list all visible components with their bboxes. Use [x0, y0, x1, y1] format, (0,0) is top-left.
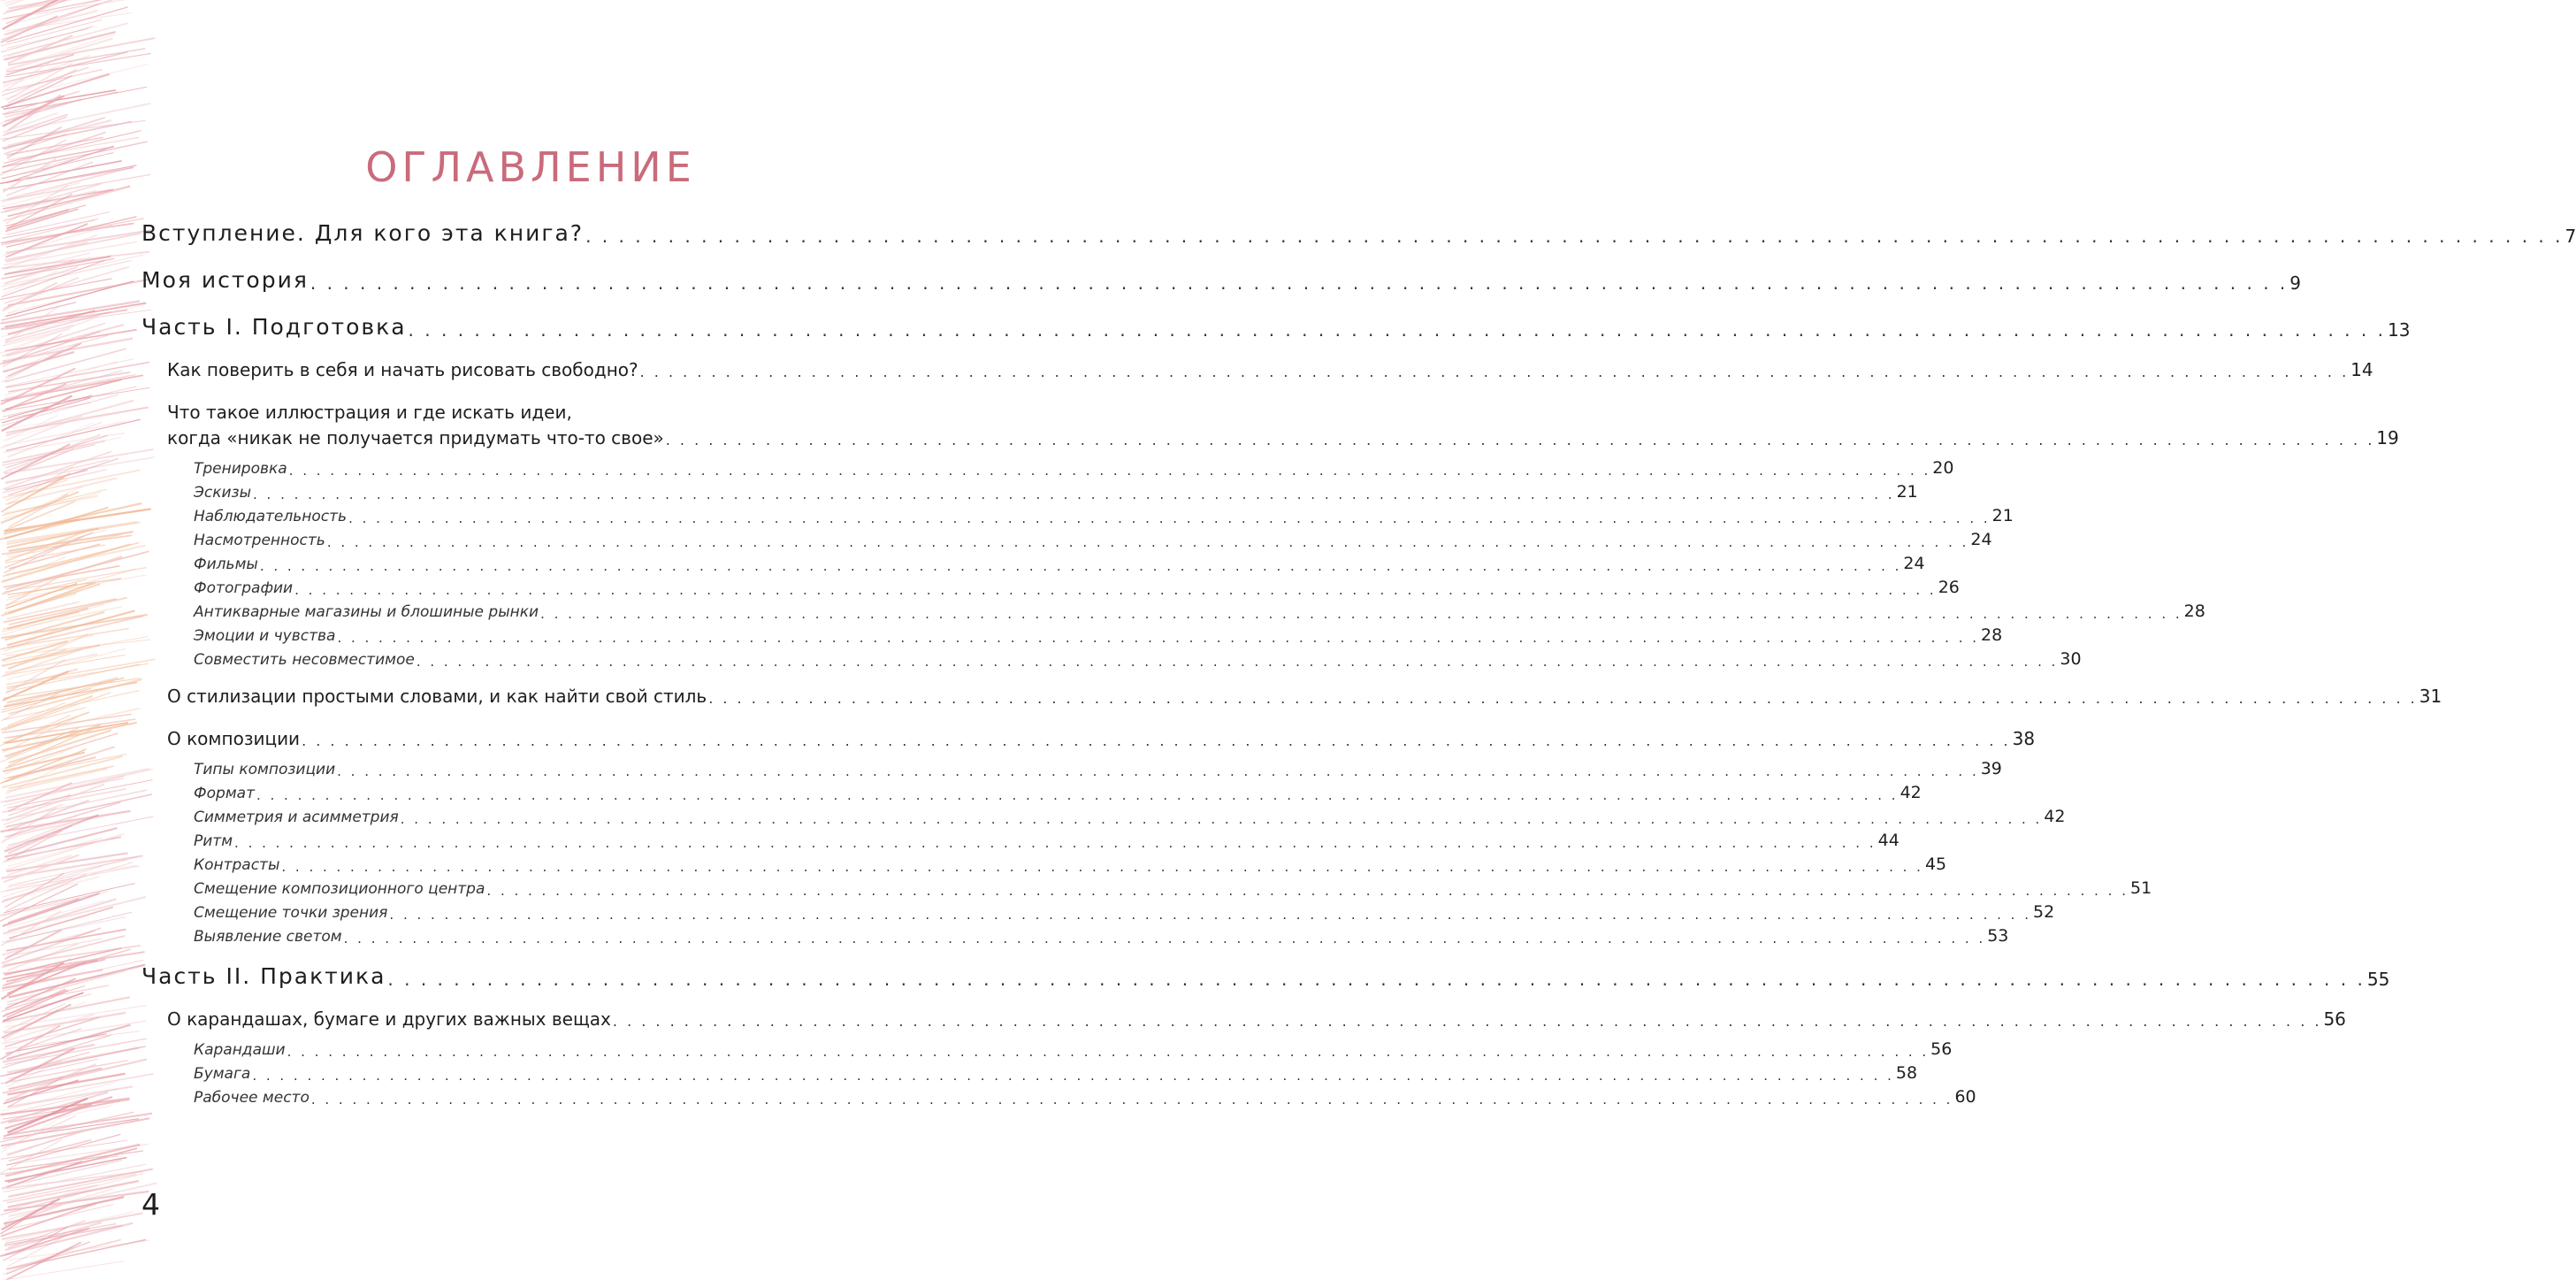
leader-dots: . . . . . . . . . . . . . . . . . . . . . . . . . . . . . . . . . . . . . . . . . . . . . . . . . . . . . . . . . . . . . . . . . . . . . . . . . . . . . . . . . . . . . . . . . . . . . . . . . . . . . . . . . . . . . . . . . . . . . . . .: [337, 763, 1979, 779]
toc-entry-label: Контрасты: [194, 856, 280, 875]
toc-entry-label: Вступление. Для кого эта книга?: [141, 220, 585, 246]
leader-dots: . . . . . . . . . . . . . . . . . . . . . . . . . . . . . . . . . . . . . . . . . . . . . . . . . . . . . . . . . . . . . . . . . . . . . . . . . . . . . . . . . . . . . . . . . . . . . . . . . . . . . . . . . . . . . . . . . . . . . . . .: [287, 1043, 1930, 1060]
leader-dots: . . . . . . . . . . . . . . . . . . . . . . . . . . . . . . . . . . . . . . . . . . . . . . . . . . . . . . . . . . . . . . . . . . . . . . . . . . . . . . . . . . . . . . . . . . . . . . . . . . . . . . . . . . . . . . . . . . . . . . . .: [348, 510, 1991, 526]
toc-entry-label: Выявление светом: [194, 928, 342, 947]
toc-entry-label: когда «никак не получается придумать что-то свое»: [167, 427, 664, 448]
pencil-stroke: [6, 362, 150, 387]
pencil-stroke: [4, 53, 151, 77]
toc-section[interactable]: [194, 554, 1925, 574]
pencil-stroke: [7, 628, 129, 648]
leader-dots: . . . . . . . . . . . . . . . . . . . . . . . . . . . . . . . . . . . . . . . . . . . . . . . . . . . . . . . . . . . . . . . . . . . . . . . . . . . . . . . . . . . . . . . . . . . . . . . . . . . . . . . . . . . . . . . . . . . . . . . .: [256, 786, 1899, 803]
toc-entry-label: Антикварные магазины и блошиные рынки: [194, 603, 539, 622]
toc-entry-label: Тренировка: [194, 460, 287, 479]
toc-section[interactable]: [194, 625, 2003, 646]
toc-section[interactable]: [194, 602, 2205, 622]
toc-entry-page: 45: [1924, 855, 1947, 874]
leader-dots: . . . . . . . . . . . . . . . . . . . . . . . . . . . . . . . . . . . . . . . . . . . . . . . . . . . . . . . . . . . . . . . . . . . . . . . . . . . . . . . . . . . . . . . . . . . . . . . . . . . . . . . . . . . . . . . . . . . . . . . .: [665, 431, 2375, 448]
leader-dots: . . . . . . . . . . . . . . . . . . . . . . . . . . . . . . . . . . . . . . . . . . . . . . . . . . . . . . . . . . . . . . . . . . . . . . . . . . . . . . . . . . . . . . . . . . . . . . . . . . . . . . . . . . . . . . . . . . . . . . . .: [486, 882, 2129, 899]
toc-section[interactable]: [194, 831, 1900, 851]
toc-section[interactable]: [194, 458, 1954, 479]
leader-dots: . . . . . . . . . . . . . . . . . . . . . . . . . . . . . . . . . . . . . . . . . . . . . . . . . . . . . . . . . . . . . . . . . . . . . . . . . . . . . . . . . . . . . . . . . . . . . . . . . . . . . . . . . . . . . . . . . . . . . . . .: [302, 732, 2011, 749]
toc-entry-label: Карандаши: [194, 1041, 286, 1060]
toc-entry-page: 21: [1896, 482, 1918, 502]
toc-entry-page: 55: [2366, 968, 2390, 990]
toc-entry-page: 21: [1991, 506, 2014, 525]
toc-entry-label: Фильмы: [194, 556, 258, 574]
toc-entry-page: 26: [1938, 578, 1960, 597]
toc-entry-page: 31: [2419, 686, 2442, 707]
toc-section[interactable]: [194, 783, 1922, 803]
pencil-stroke: [6, 401, 134, 436]
toc-section[interactable]: [194, 1063, 1918, 1084]
toc-entry-label: Эмоции и чувства: [194, 627, 336, 646]
toc-section[interactable]: [194, 902, 2055, 923]
leader-dots: . . . . . . . . . . . . . . . . . . . . . . . . . . . . . . . . . . . . . . . . . . . . . . . . . . . . . . . . . . . . . . . . . . . . . . . . . . . . . . . . . . . . . . . . . . . . . . . . . . . . . . . . . . . . . . . . . . . . . . . .: [294, 581, 1937, 598]
toc-part-1[interactable]: [141, 314, 2411, 341]
toc-entry-page: 19: [2376, 427, 2399, 448]
toc-chapter-illustration[interactable]: [167, 427, 2399, 448]
toc-section[interactable]: [194, 759, 2002, 779]
toc-entry-label: Насмотренность: [194, 532, 325, 550]
leader-dots: . . . . . . . . . . . . . . . . . . . . . . . . . . . . . . . . . . . . . . . . . . . . . . . . . . . . . . . . . . . . . . . . . . . . . . . . . . . . . . . . . . . . . . . . . . . . . . . . . . . . . . . . . . . . . . . . . . . . . . . .: [416, 653, 2059, 670]
leader-dots: . . . . . . . . . . . . . . . . . . . . . . . . . . . . . . . . . . . . . . . . . . . . . . . . . . . . . . . . . . . . . . . . . . . . . . . . . . . . . . . . . . . . . . . . . . . . . . . . . . . . . . . . . . . . . . . . . . . . . . . .: [326, 533, 1969, 550]
toc-entry-label: О композиции: [167, 728, 301, 749]
pencil-stroke: [2, 1261, 124, 1280]
toc-section[interactable]: [194, 807, 2066, 827]
leader-dots: . . . . . . . . . . . . . . . . . . . . . . . . . . . . . . . . . . . . . . . . . . . . . . . . . . . . . . . . . . . . . . . . . . . . . . . . . . . . . . . . . . . . . . . . . . . . . . . . . . . . . . . . . . . . . . . . . . . . . . . .: [540, 605, 2182, 622]
leader-dots: . . . . . . . . . . . . . . . . . . . . . . . . . . . . . . . . . . . . . . . . . . . . . . . . . . . . . . . . . . . . . . . . . . . . . . . . . . . . . . . . . . . . . . . . . . . . . . . . . . . . . . . . . . . . . . . . . . . . . . . .: [337, 629, 1980, 646]
toc-entry-label: Типы композиции: [194, 761, 336, 779]
leader-dots: . . . . . . . . . . . . . . . . . . . . . . . . . . . . . . . . . . . . . . . . . . . . . . . . . . . . . . . . . . . . . . . . . . . . . . . . . . . . . . . . . . . . . . . . . . . . . . . . . . . . . . . . . . . . . . . . . . . . . . . .: [310, 272, 2289, 294]
toc-entry-label: Фотографии: [194, 579, 294, 598]
toc-entry-page: 30: [2060, 649, 2082, 669]
pencil-stroke: [0, 1200, 54, 1233]
toc-section[interactable]: [194, 1087, 1976, 1108]
toc-chapter-pencils[interactable]: [167, 1008, 2346, 1030]
pencil-stroke: [1, 1190, 94, 1215]
toc-section[interactable]: [194, 1039, 1953, 1060]
page-number: 4: [141, 1187, 160, 1222]
pencil-stroke: [4, 599, 117, 622]
leader-dots: . . . . . . . . . . . . . . . . . . . . . . . . . . . . . . . . . . . . . . . . . . . . . . . . . . . . . . . . . . . . . . . . . . . . . . . . . . . . . . . . . . . . . . . . . . . . . . . . . . . . . . . . . . . . . . . . . . . . . . . .: [310, 1091, 1953, 1108]
toc-entry-label: Наблюдательность: [194, 508, 348, 526]
toc-entry-label: Как поверить в себя и начать рисовать свободно?: [167, 359, 638, 380]
leader-dots: . . . . . . . . . . . . . . . . . . . . . . . . . . . . . . . . . . . . . . . . . . . . . . . . . . . . . . . . . . . . . . . . . . . . . . . . . . . . . . . . . . . . . . . . . . . . . . . . . . . . . . . . . . . . . . . . . . . . . . . .: [612, 1012, 2322, 1030]
toc-entry-label: О стилизации простыми словами, и как найти свой стиль: [167, 686, 707, 707]
toc-entry-page: 7: [2565, 225, 2576, 247]
toc-section[interactable]: [194, 649, 2082, 670]
toc-entry-label: Формат: [194, 785, 255, 803]
toc-part-2[interactable]: [141, 963, 2390, 990]
pencil-stroke: [3, 470, 107, 493]
toc-entry-label: Смещение точки зрения: [194, 904, 388, 923]
toc-entry-label: Моя история: [141, 267, 309, 293]
toc-section[interactable]: [194, 506, 2014, 526]
toc-section[interactable]: [194, 482, 1918, 502]
toc-section[interactable]: [194, 878, 2152, 899]
toc-entry-page: 14: [2351, 359, 2373, 380]
toc-entry-page: 28: [1981, 625, 2003, 645]
pencil-stroke: [9, 679, 142, 714]
toc-entry-page: 52: [2032, 902, 2055, 922]
toc-section[interactable]: [194, 578, 1960, 598]
toc-entry-page: 56: [2323, 1008, 2346, 1030]
leader-dots: . . . . . . . . . . . . . . . . . . . . . . . . . . . . . . . . . . . . . . . . . . . . . . . . . . . . . . . . . . . . . . . . . . . . . . . . . . . . . . . . . . . . . . . . . . . . . . . . . . . . . . . . . . . . . . . . . . . . . . . .: [400, 810, 2043, 827]
toc-entry-label: Часть I. Подготовка: [141, 314, 407, 340]
toc-entry-label: Бумага: [194, 1065, 251, 1084]
leader-dots: . . . . . . . . . . . . . . . . . . . . . . . . . . . . . . . . . . . . . . . . . . . . . . . . . . . . . . . . . . . . . . . . . . . . . . . . . . . . . . . . . . . . . . . . . . . . . . . . . . . . . . . . . . . . . . . . . . . . . . . .: [234, 834, 1877, 851]
toc-entry-page: 51: [2129, 878, 2152, 898]
toc-entry-label: Часть II. Практика: [141, 963, 386, 989]
toc-entry-page: 20: [1932, 458, 1954, 478]
pencil-stroke: [5, 209, 78, 231]
leader-dots: . . . . . . . . . . . . . . . . . . . . . . . . . . . . . . . . . . . . . . . . . . . . . . . . . . . . . . . . . . . . . . . . . . . . . . . . . . . . . . . . . . . . . . . . . . . . . . . . . . . . . . . . . . . . . . . . . . . . . . . .: [708, 689, 2418, 707]
leader-dots: . . . . . . . . . . . . . . . . . . . . . . . . . . . . . . . . . . . . . . . . . . . . . . . . . . . . . . . . . . . . . . . . . . . . . . . . . . . . . . . . . . . . . . . . . . . . . . . . . . . . . . . . . . . . . . . . . . . . . . . .: [408, 318, 2386, 341]
toc-entry-page: 28: [2183, 602, 2205, 621]
leader-dots: . . . . . . . . . . . . . . . . . . . . . . . . . . . . . . . . . . . . . . . . . . . . . . . . . . . . . . . . . . . . . . . . . . . . . . . . . . . . . . . . . . . . . . . . . . . . . . . . . . . . . . . . . . . . . . . . . . . . . . . .: [389, 906, 2031, 923]
toc-entry-page: 58: [1895, 1063, 1918, 1083]
leader-dots: . . . . . . . . . . . . . . . . . . . . . . . . . . . . . . . . . . . . . . . . . . . . . . . . . . . . . . . . . . . . . . . . . . . . . . . . . . . . . . . . . . . . . . . . . . . . . . . . . . . . . . . . . . . . . . . . . . . . . . . .: [387, 968, 2366, 990]
toc-chapter-stylization[interactable]: [167, 686, 2442, 707]
toc-entry-page: 56: [1930, 1039, 1953, 1059]
toc-chapter-composition[interactable]: [167, 728, 2036, 749]
toc-entry-page: 13: [2387, 318, 2411, 341]
toc-entry-page: 39: [1980, 759, 2002, 778]
leader-dots: . . . . . . . . . . . . . . . . . . . . . . . . . . . . . . . . . . . . . . . . . . . . . . . . . . . . . . . . . . . . . . . . . . . . . . . . . . . . . . . . . . . . . . . . . . . . . . . . . . . . . . . . . . . . . . . . . . . . . . . .: [639, 363, 2350, 380]
leader-dots: . . . . . . . . . . . . . . . . . . . . . . . . . . . . . . . . . . . . . . . . . . . . . . . . . . . . . . . . . . . . . . . . . . . . . . . . . . . . . . . . . . . . . . . . . . . . . . . . . . . . . . . . . . . . . . . . . . . . . . . .: [259, 557, 1902, 574]
toc-entry-page: 9: [2289, 272, 2302, 294]
toc-entry-label: Рабочее место: [194, 1089, 310, 1108]
toc-entry-label: Эскизы: [194, 484, 251, 502]
toc-section[interactable]: [194, 855, 1947, 875]
toc-entry-label: Смещение композиционного центра: [194, 880, 485, 899]
pencil-stroke: [1, 375, 143, 401]
toc-entry-page: 24: [1903, 554, 1925, 573]
leader-dots: . . . . . . . . . . . . . . . . . . . . . . . . . . . . . . . . . . . . . . . . . . . . . . . . . . . . . . . . . . . . . . . . . . . . . . . . . . . . . . . . . . . . . . . . . . . . . . . . . . . . . . . . . . . . . . . . . . . . . . . .: [252, 1067, 1894, 1084]
leader-dots: . . . . . . . . . . . . . . . . . . . . . . . . . . . . . . . . . . . . . . . . . . . . . . . . . . . . . . . . . . . . . . . . . . . . . . . . . . . . . . . . . . . . . . . . . . . . . . . . . . . . . . . . . . . . . . . . . . . . . . . .: [281, 858, 1923, 875]
leader-dots: . . . . . . . . . . . . . . . . . . . . . . . . . . . . . . . . . . . . . . . . . . . . . . . . . . . . . . . . . . . . . . . . . . . . . . . . . . . . . . . . . . . . . . . . . . . . . . . . . . . . . . . . . . . . . . . . . . . . . . . .: [288, 462, 1931, 479]
toc-part-intro[interactable]: [141, 220, 2576, 247]
toc-entry-label: Ритм: [194, 832, 233, 851]
toc-entry-page: 53: [1987, 926, 2009, 946]
toc-entry-page: 42: [1900, 783, 1922, 802]
toc-part-my-story[interactable]: [141, 267, 2302, 294]
toc-chapter-illustration-line1: Что такое иллюстрация и где искать идеи,: [167, 402, 572, 423]
toc-entry-page: 38: [2012, 728, 2036, 749]
toc-entry-page: 44: [1877, 831, 1900, 850]
toc-section[interactable]: [194, 926, 2009, 947]
pencil-strokes-decoration: [0, 0, 177, 1280]
leader-dots: . . . . . . . . . . . . . . . . . . . . . . . . . . . . . . . . . . . . . . . . . . . . . . . . . . . . . . . . . . . . . . . . . . . . . . . . . . . . . . . . . . . . . . . . . . . . . . . . . . . . . . . . . . . . . . . . . . . . . . . .: [343, 930, 1986, 947]
toc-entry-label: О карандашах, бумаге и других важных вещах: [167, 1008, 611, 1030]
toc-entry-page: 24: [1970, 530, 1992, 549]
pencil-stroke: [4, 188, 126, 220]
toc-entry-page: 42: [2044, 807, 2066, 826]
toc-section[interactable]: [194, 530, 1992, 550]
leader-dots: . . . . . . . . . . . . . . . . . . . . . . . . . . . . . . . . . . . . . . . . . . . . . . . . . . . . . . . . . . . . . . . . . . . . . . . . . . . . . . . . . . . . . . . . . . . . . . . . . . . . . . . . . . . . . . . . . . . . . . . .: [253, 486, 1895, 502]
page-title: ОГЛАВЛЕНИЕ: [365, 143, 696, 191]
toc-entry-label: Симметрия и асимметрия: [194, 809, 399, 827]
toc-entry-label: Совместить несовместимое: [194, 651, 415, 670]
toc-entry-page: 60: [1954, 1087, 1976, 1107]
toc-chapter-believe[interactable]: [167, 359, 2373, 380]
leader-dots: . . . . . . . . . . . . . . . . . . . . . . . . . . . . . . . . . . . . . . . . . . . . . . . . . . . . . . . . . . . . . . . . . . . . . . . . . . . . . . . . . . . . . . . . . . . . . . . . . . . . . . . . . . . . . . . . . . . . . . . .: [585, 225, 2564, 247]
